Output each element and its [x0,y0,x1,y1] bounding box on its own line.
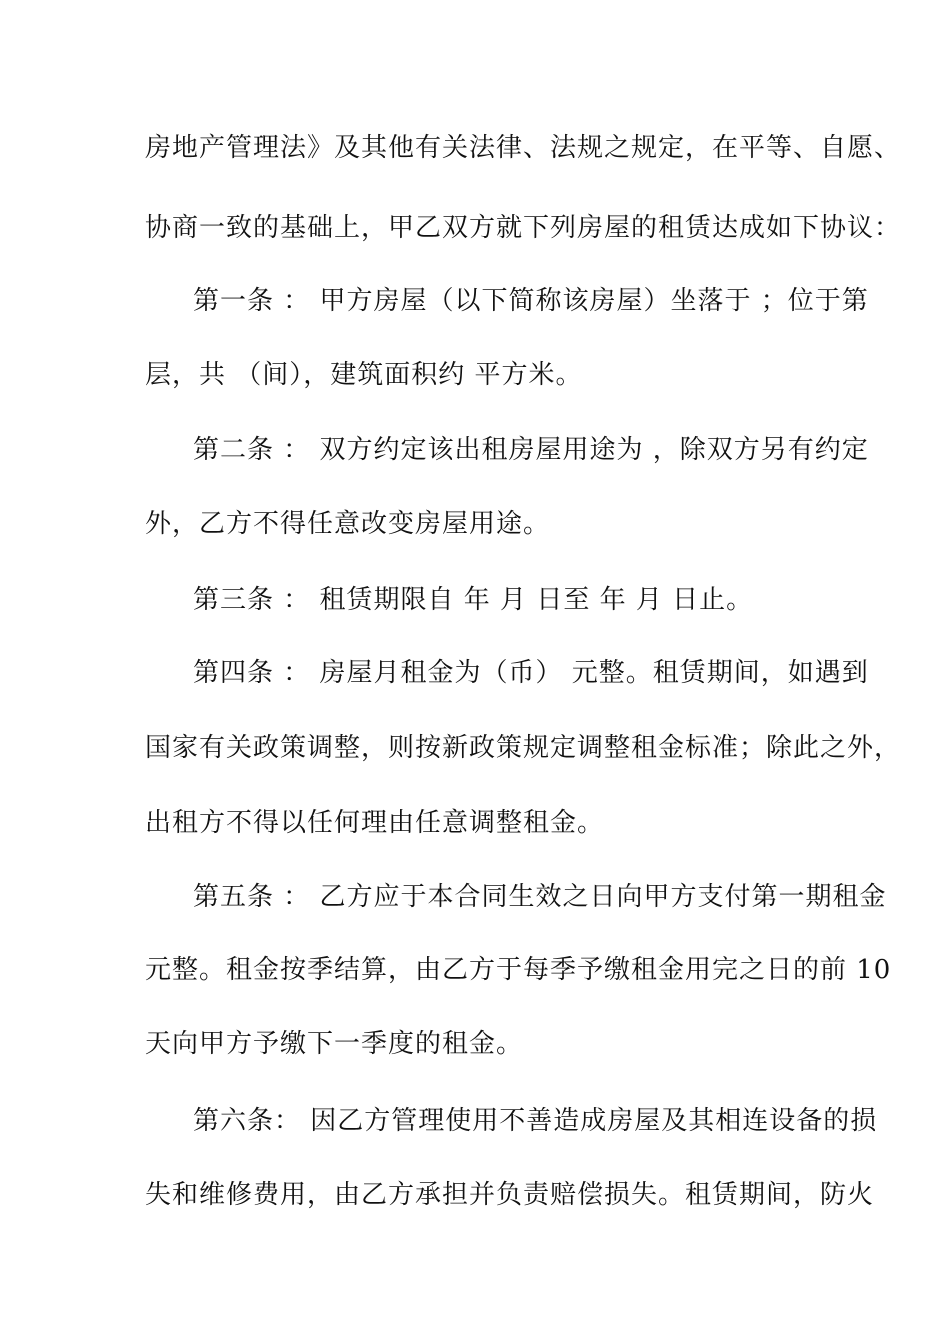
text-line: 失和维修费用，由乙方承担并负责赔偿损失。租赁期间，防火 [145,1180,875,1210]
text-line: 天向甲方予缴下一季度的租金。 [145,1029,524,1059]
article-1-heading: 第一条 ： 甲方房屋（以下简称该房屋）坐落于 ；位于第 [193,286,869,316]
text-line: 协商一致的基础上，甲乙双方就下列房屋的租赁达成如下协议： [145,213,902,243]
text-line: 外，乙方不得任意改变房屋用途。 [145,509,551,539]
article-2-heading: 第二条 ： 双方约定该出租房屋用途为 ，除双方另有约定 [193,435,869,465]
text-line: 元整。租金按季结算，由乙方于每季予缴租金用完之日的前 10 [145,955,892,985]
article-5-heading: 第五条 ： 乙方应于本合同生效之日向甲方支付第一期租金 [193,882,887,912]
article-4-heading: 第四条 ： 房屋月租金为（币） 元整。租赁期间，如遇到 [193,658,869,688]
article-3-heading: 第三条 ： 租赁期限自 年 月 日至 年 月 日止。 [193,585,754,615]
text-line: 国家有关政策调整，则按新政策规定调整租金标准；除此之外， [145,733,902,763]
text-line: 层，共 （间），建筑面积约 平方米。 [145,360,583,390]
article-6-heading: 第六条： 因乙方管理使用不善造成房屋及其相连设备的损 [193,1106,878,1136]
text-line: 出租方不得以任何理由任意调整租金。 [145,808,605,838]
text-line: 房地产管理法》及其他有关法律、法规之规定，在平等、自愿、 [145,133,902,163]
